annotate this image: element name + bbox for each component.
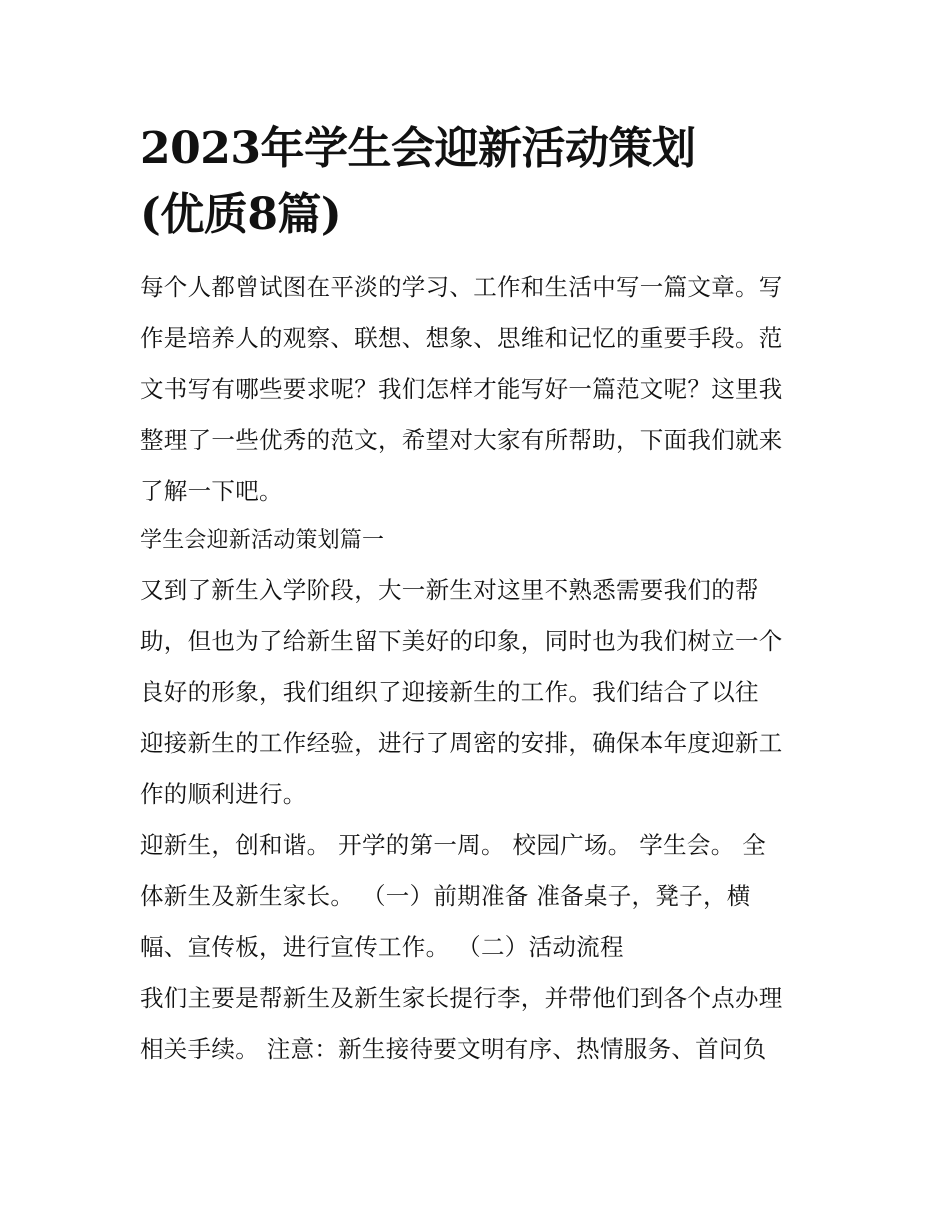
text-line: 良好的形象，我们组织了迎接新生的工作。我们结合了以往 (140, 678, 759, 706)
title-line: (优质8篇) (140, 189, 342, 240)
section-heading: 学生会迎新活动策划篇一 (140, 528, 385, 553)
text-line: 作是培养人的观察、联想、想象、思维和记忆的重要手段。范 (140, 324, 783, 352)
text-line: 相关手续。 注意：新生接待要文明有序、热情服务、首问负 (140, 1035, 767, 1063)
paragraph-3 (140, 973, 812, 1075)
text-line: 又到了新生入学阶段，大一新生对这里不熟悉需要我们的帮 (140, 576, 759, 604)
text-line: 幅、宣传板，进行宣传工作。 （二）活动流程 (140, 933, 624, 961)
text-line: 体新生及新生家长。 （一）前期准备 准备桌子，凳子，横 (140, 882, 751, 910)
title-line: 2023年学生会迎新活动策划 (140, 123, 696, 174)
text-line: 整理了一些优秀的范文，希望对大家有所帮助，下面我们就来 (140, 426, 783, 454)
text-line: 了解一下吧。 (140, 477, 283, 505)
paragraph-2 (140, 820, 812, 973)
text-line: 每个人都曾试图在平淡的学习、工作和生活中写一篇文章。写 (140, 273, 783, 301)
text-line: 迎新生，创和谐。 开学的第一周。 校园广场。 学生会。 全 (140, 831, 767, 859)
document-title (140, 116, 812, 248)
text-line: 迎接新生的工作经验，进行了周密的安排，确保本年度迎新工 (140, 729, 783, 757)
text-line: 我们主要是帮新生及新生家长提行李，并带他们到各个点办理 (140, 984, 783, 1012)
document-body (140, 116, 812, 1075)
text-line: 助，但也为了给新生留下美好的印象，同时也为我们树立一个 (140, 627, 783, 655)
intro-paragraph (140, 262, 812, 517)
text-line: 文书写有哪些要求呢？我们怎样才能写好一篇范文呢？这里我 (140, 375, 783, 403)
paragraph-1 (140, 565, 812, 820)
text-line: 作的顺利进行。 (140, 780, 307, 808)
